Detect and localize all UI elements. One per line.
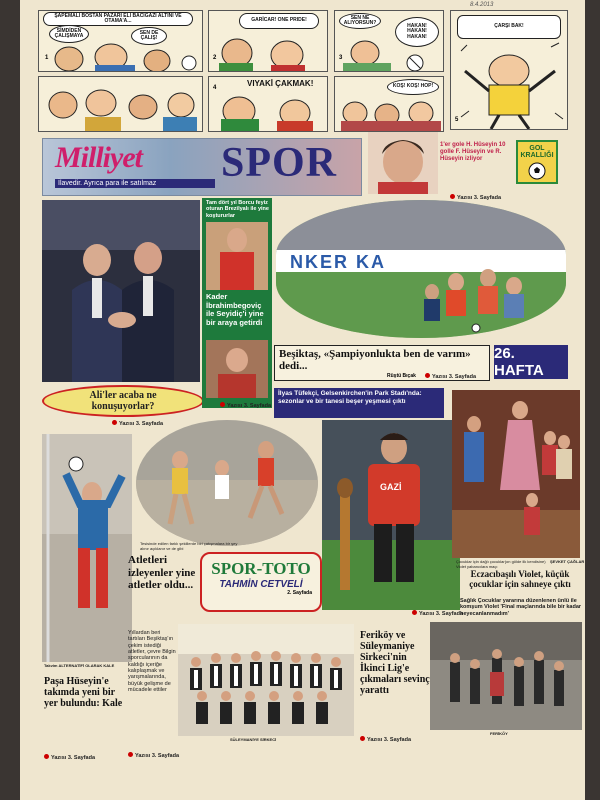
cartoon-drawing	[209, 29, 328, 72]
gazi-yazisi: Yazısı 3. Sayfada	[412, 610, 463, 617]
gazi-player-photo	[322, 420, 460, 610]
spor-toto-page: 2. Sayfada	[287, 590, 312, 596]
player-red-shirt-photo	[206, 222, 268, 290]
masthead-brand: Milliyet	[55, 141, 142, 174]
suleymaniye-team-photo	[178, 624, 354, 736]
panel-number: 3	[339, 55, 343, 61]
eczacibasi-headline: Eczacıbaşılı Violet, küçük çocuklar için sahneye çıktı	[469, 569, 571, 589]
cartoon-drawing	[39, 37, 203, 72]
atletler-yazisi: Yazısı 3. Sayfada	[128, 752, 179, 759]
cartoon-panel-4	[450, 10, 568, 130]
besiktas-headline-bar	[274, 345, 490, 381]
gol-kralligi-box	[440, 140, 560, 192]
spor-toto-box	[200, 552, 322, 612]
besiktas-headline: Beşiktaş, «Şampiyonlukta ben de varım» dedi...	[279, 348, 471, 373]
pasa-yazisi: Yazısı 3. Sayfada	[44, 754, 95, 761]
cartoon-panel-2	[208, 10, 328, 72]
atletler-headline: Atletleri izleyenler yine atletler oldu...	[128, 554, 196, 592]
masthead-section: SPOR	[221, 140, 338, 186]
player-small-photo	[206, 340, 268, 398]
gol-kralligi-label: GOL KRALLIĞI	[520, 145, 554, 160]
cartoon-panel-3	[334, 10, 444, 72]
stadium-banner-text: NKER KA	[290, 252, 387, 272]
cartoon-panel-7	[334, 76, 444, 132]
ferikoy-photo-caption: FERİKÖY	[490, 731, 508, 736]
cartoon-drawing	[39, 77, 203, 132]
handwritten-date-note: 8.4.2013	[470, 2, 494, 8]
ferikoy-crowd-photo	[430, 622, 582, 730]
masthead	[42, 138, 362, 196]
kader-yazisi: Yazısı 3. Sayfada	[220, 402, 271, 409]
team-photo-caption: SÜLEYMANİYE SİRKECİ	[230, 737, 277, 742]
eczacibasi-text: Sağlık Çocuklar yararına düzenlenen ünlü ile komşum Violet 'Final maçlarında bile bir kadar heyecanlanmadım'	[460, 598, 582, 617]
aliler-question: Ali'ler acaba ne konuşuyorlar?	[89, 390, 157, 412]
cartoon-drawing	[335, 31, 444, 72]
besiktas-match-photo	[276, 200, 566, 338]
cartoon-bubble: GARİCAR! ONE PRIDE!	[239, 13, 319, 29]
cartoon-bubble: SEN NE ALIYORSUN?	[339, 13, 381, 29]
besiktas-reporter: Rüştü Bıçak	[387, 373, 416, 379]
gol-kralligi-text: 1'er gole H. Hüseyin 10 golle F. Hüseyin ve R. Hüseyin izliyor	[440, 142, 506, 163]
cartoon-shout: VIYAKİ ÇAKMAK!	[247, 79, 314, 88]
newspaper-page	[20, 0, 585, 800]
cartoon-bubble: SEN DE ÇALIŞ!	[131, 27, 167, 45]
masthead-yazisi: Yazısı 3. Sayfada	[450, 194, 501, 201]
spor-toto-title: SPOR-TOTO	[211, 559, 311, 578]
kader-caption: Kader İbrahimbegoviç ile Seyidiç'i yine bir araya getirdi	[206, 293, 270, 328]
cartoon-bubble: ŞAPEMALI BOSTAN PAZARI ELİ BACIGAZI ALTINI VE OTAMA'A...	[43, 12, 193, 26]
cartoon-drawing	[335, 91, 444, 132]
two-men-photo	[42, 200, 200, 382]
besiktas-yazisi: Yazısı 3. Sayfada	[425, 373, 476, 380]
pasa-headline: Paşa Hüseyin'e takımda yeni bir yer bulundu: Kale	[44, 676, 123, 709]
player-portrait-photo	[368, 132, 438, 194]
hafta-label: 26. HAFTA	[494, 345, 544, 379]
atletler-body: Yıllardan beri tartıları Beşiktaş'ın çekim istediği atletler, çevre Bilgin sporcularının da kaldığı içeriğe kalıplaşmak ve yarışmalarında, büyük gelişme de mücadele ettiler	[128, 630, 176, 693]
cartoon-bubble: KOŞ! KOŞ! HOP!	[387, 79, 439, 95]
eczacibasi-small-caption: Çocuklar için dağlı çocuklar(on gölde ilk kendisine) Violet yabancılara maçı	[456, 559, 546, 569]
goalkeeper-photo	[42, 434, 132, 662]
aliler-oval	[42, 385, 204, 417]
ilyas-strip	[274, 388, 444, 418]
masthead-tagline: İlavedir. Ayrıca para ile satılmaz	[55, 179, 215, 188]
cartoon-bubble: HAKAN! HAKAN! HAKAN!	[395, 17, 439, 47]
football-icon	[528, 162, 546, 180]
spor-toto-subtitle: TAHMİN CETVELİ	[219, 579, 303, 590]
hafta-banner	[494, 345, 568, 379]
runners-caption: Tesisinde edilen farklı şekillerde biri çatışmalara bir şey alınır açıklanır ve de gibi	[140, 541, 238, 551]
eczacibasi-stage-photo	[452, 390, 580, 558]
film-caption-top: Tam dört yıl Borcu feyiz oturan Brezilyalı ile yine koştururlar	[206, 200, 269, 219]
aliler-yazisi: Yazısı 3. Sayfada	[112, 420, 163, 427]
ferikoy-yazisi: Yazısı 3. Sayfada	[360, 736, 411, 743]
gol-kralligi-badge	[516, 140, 558, 184]
cartoon-bubble: SİMDİDEN ÇALIŞMAYA	[49, 25, 89, 43]
cartoon-bubble: ÇARŞI BAK!	[457, 15, 561, 39]
ilyas-text: İlyas Tüfekçi, Gelsenkirchen'in Park Stadı'nda: sezonlar ve bir tanesi beşer yeşmesi çıktı	[278, 390, 422, 405]
cartoon-panel-1	[38, 10, 203, 72]
panel-number: 5	[455, 117, 459, 123]
gazi-shirt-text: GAZİ	[380, 482, 402, 492]
cartoon-drawing	[209, 89, 328, 132]
goalkeeper-caption: Takvim ALTERNATİFİ OLARAK KALE	[44, 663, 115, 668]
cartoon-strip	[38, 6, 568, 134]
eczacibasi-credit: ŞEVKET ÇAĞLAR	[550, 559, 585, 564]
ferikoy-headline: Feriköy ve Süleymaniye Sirkeci'nin İkinci Lig'e çıkmaları sevinç yarattı	[360, 630, 430, 696]
panel-number: 4	[213, 85, 217, 91]
panel-number: 1	[45, 55, 49, 61]
cartoon-panel-5	[38, 76, 203, 132]
cartoon-drawing	[451, 41, 568, 130]
panel-number: 2	[213, 55, 217, 61]
runners-oval-photo	[136, 420, 318, 546]
cartoon-panel-6	[208, 76, 328, 132]
